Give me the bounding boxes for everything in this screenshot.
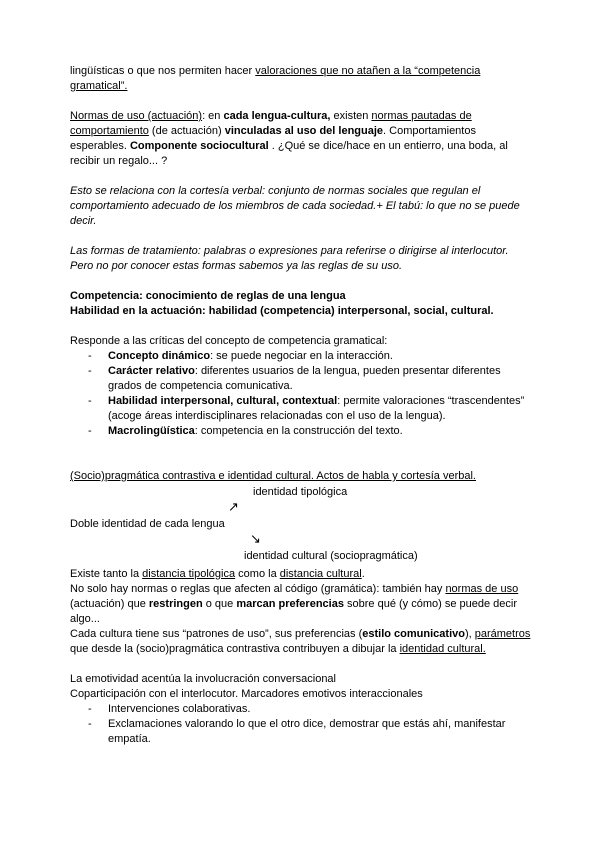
text-run: o que — [202, 598, 237, 610]
text-run: . — [361, 568, 365, 580]
list-item — [70, 394, 534, 424]
list-item — [70, 702, 534, 717]
text-run-underlined: distancia tipológica — [142, 568, 236, 580]
text-run: como la — [235, 568, 280, 580]
text-run: que desde la (socio)pragmática contrastiva contribuyen a dibujar la — [70, 643, 400, 655]
list-item-text — [108, 349, 534, 364]
text-run: Intervenciones colaborativas. — [108, 703, 251, 715]
list-item-text — [108, 424, 534, 439]
text-run: ), — [464, 628, 475, 640]
paragraph-patrones-uso — [70, 627, 534, 657]
text-run: : en — [202, 110, 224, 122]
diagram-label-tipologica: identidad tipológica — [253, 486, 348, 498]
text-run: : se puede negociar en la interacción. — [210, 350, 393, 362]
text-run-bold: restringen — [148, 598, 203, 610]
text-run: (de actuación) — [148, 125, 225, 137]
text-run: (actuación) que — [70, 598, 149, 610]
text-run-underlined: normas pautadas de comportamiento — [70, 110, 472, 137]
text-run-bold: Macrolingüística — [108, 425, 195, 437]
text-run: : diferentes usuarios de la lengua, pueden presentar diferentes grados de competencia comunicativa. — [108, 365, 501, 392]
list-item-text — [108, 394, 534, 424]
list-item — [70, 424, 534, 439]
paragraph-formas-tratamiento — [70, 244, 534, 274]
text-run: Existe tanto la — [70, 568, 143, 580]
text-run: : competencia en la construcción del texto. — [194, 425, 403, 437]
list-item-text — [108, 364, 534, 394]
paragraph-emotividad — [70, 672, 534, 687]
diagram-label-doble-identidad: Doble identidad de cada lengua — [70, 518, 225, 530]
paragraph-distancias — [70, 567, 534, 582]
text-run-bold: vinculadas al uso del lenguaje — [224, 125, 384, 137]
text-run-bold: estilo comunicativo — [362, 628, 465, 640]
text-run: sobre qué (y cómo) se puede decir algo... — [70, 598, 517, 625]
text-run-italic: Esto se relaciona con la cortesía verbal: conjunto de normas sociales que regulan el comportamiento adecuado de los miembros de cada sociedad.+ El tabú: lo que no se puede decir. — [70, 185, 520, 227]
text-run: Responde a las críticas del concepto de competencia gramatical: — [70, 335, 388, 347]
paragraph-continuation — [70, 64, 534, 94]
text-run-bold: cada lengua-cultura, — [223, 110, 331, 122]
heading-competencia — [70, 289, 534, 319]
list-bullet: - — [88, 350, 92, 362]
identity-diagram — [70, 484, 534, 564]
list-bullet: - — [88, 425, 92, 437]
text-run: lingüísticas o que nos permiten hacer — [70, 65, 256, 77]
text-run-underlined: Normas de uso (actuación) — [70, 110, 203, 122]
list-item-text — [108, 702, 534, 717]
heading-competencia-line2: Habilidad en la actuación: habilidad (competencia) interpersonal, social, cultural. — [70, 305, 494, 317]
arrow-se-icon: ↘ — [250, 532, 261, 547]
list-item — [70, 349, 534, 364]
text-run: . ¿Qué se dice/hace en un entierro, una boda, al recibir un regalo... ? — [70, 140, 508, 167]
text-run: Coparticipación con el interlocutor. Marcadores emotivos interaccionales — [70, 688, 423, 700]
paragraph-normas-de-uso — [70, 109, 534, 169]
text-run: No solo hay normas o reglas que afecten al código (gramática): también hay — [70, 583, 446, 595]
markers-list — [70, 702, 534, 747]
paragraph-normas-codigo — [70, 582, 534, 627]
text-run-bold: Habilidad interpersonal, cultural, contextual — [108, 395, 338, 407]
text-run-underlined: normas de uso — [445, 583, 519, 595]
paragraph-responde-criticas — [70, 334, 534, 349]
diagram-arrow-up-line — [70, 500, 534, 516]
text-run-bold: marcan preferencias — [236, 598, 344, 610]
list-bullet: - — [88, 703, 92, 715]
text-run: existen — [330, 110, 372, 122]
paragraph-cortesia-verbal — [70, 184, 534, 229]
paragraph-coparticipacion — [70, 687, 534, 702]
text-run-underlined: parámetros — [474, 628, 531, 640]
list-bullet: - — [88, 718, 92, 730]
text-run-underlined: (Socio)pragmática contrastiva e identidad cultural. Actos de habla y cortesía verbal. — [70, 470, 476, 482]
diagram-label-sociopragmatica: identidad cultural (sociopragmática) — [244, 550, 418, 562]
text-run: Cada cultura tiene sus “patrones de uso”, sus preferencias ( — [70, 628, 363, 640]
list-bullet: - — [88, 365, 92, 377]
text-run-underlined: valoraciones que no atañen a la “competencia gramatical”. — [70, 65, 481, 92]
heading-competencia-line1: Competencia: conocimiento de reglas de una lengua — [70, 290, 346, 302]
text-run-italic: Las formas de tratamiento: palabras o expresiones para referirse o dirigirse al interlocutor. Pero no por conocer estas formas sabemos ya las reglas de su uso. — [70, 245, 509, 272]
heading-sociopragmatica — [70, 469, 534, 484]
text-run-bold: Concepto dinámico — [108, 350, 211, 362]
text-run: . Comportamientos esperables. — [70, 125, 476, 152]
text-run: : permite valoraciones “trascendentes” (acoge áreas interdisciplinares relacionadas con el uso de la lengua). — [108, 395, 525, 422]
text-run: La emotividad acentúa la involucración conversacional — [70, 673, 336, 685]
list-bullet: - — [88, 395, 92, 407]
text-run-underlined: identidad cultural. — [399, 643, 486, 655]
text-run: Exclamaciones valorando lo que el otro dice, demostrar que estás ahí, manifestar empatía. — [108, 718, 506, 745]
text-run-bold: Carácter relativo — [108, 365, 195, 377]
list-item — [70, 717, 534, 747]
text-run-underlined: distancia cultural — [279, 568, 362, 580]
criticism-list — [70, 349, 534, 439]
arrow-ne-icon: ↗ — [228, 500, 239, 515]
list-item-text — [108, 717, 534, 747]
list-item — [70, 364, 534, 394]
diagram-arrow-down-line — [70, 532, 534, 548]
text-run-bold: Componente sociocultural — [129, 140, 269, 152]
